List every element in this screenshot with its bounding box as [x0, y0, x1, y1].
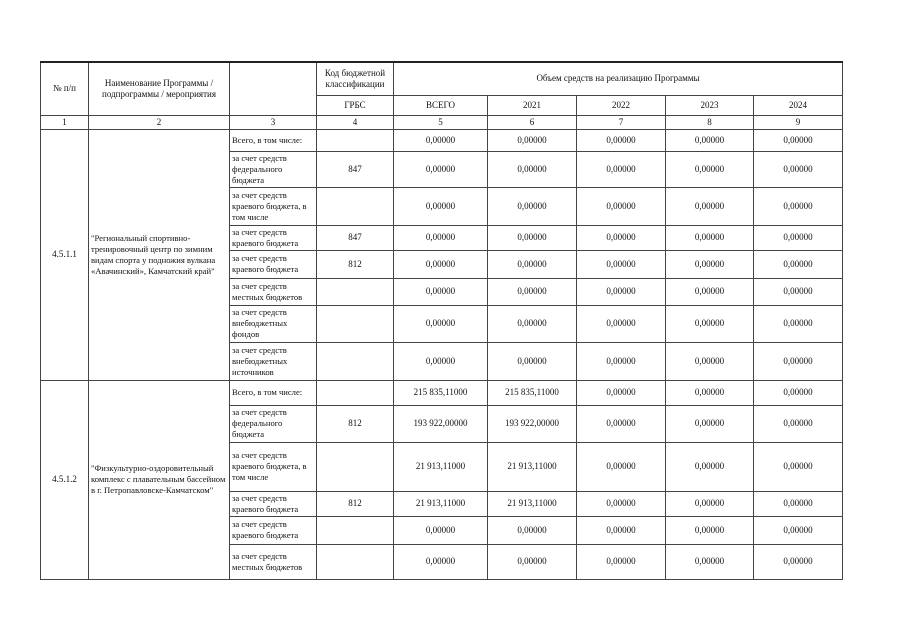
- funding-source: за счет средств краевого бюджета, в том числе: [230, 187, 317, 225]
- grbs-code: 847: [317, 151, 394, 187]
- header-row-1: [41, 62, 843, 95]
- table-body: [41, 62, 843, 579]
- value-total: 215 835,11000: [394, 380, 488, 405]
- value-year: 0,00000: [488, 225, 577, 250]
- value-year: 21 913,11000: [488, 491, 577, 516]
- value-year: 0,00000: [666, 250, 754, 278]
- index-cell: 4: [317, 115, 394, 129]
- value-total: 0,00000: [394, 225, 488, 250]
- index-cell: 6: [488, 115, 577, 129]
- value-year: 0,00000: [754, 187, 843, 225]
- header-year-2022: 2022: [577, 95, 666, 115]
- value-total: 21 913,11000: [394, 491, 488, 516]
- value-year: 0,00000: [666, 491, 754, 516]
- value-year: 0,00000: [577, 278, 666, 305]
- header-number: № п/п: [41, 62, 89, 115]
- funding-source: Всего, в том числе:: [230, 380, 317, 405]
- index-cell: 3: [230, 115, 317, 129]
- value-year: 0,00000: [666, 342, 754, 380]
- value-year: 0,00000: [488, 342, 577, 380]
- value-year: 0,00000: [666, 305, 754, 342]
- value-year: 0,00000: [666, 516, 754, 544]
- header-year-2021: 2021: [488, 95, 577, 115]
- value-year: 0,00000: [488, 305, 577, 342]
- value-year: 0,00000: [754, 151, 843, 187]
- grbs-code: [317, 129, 394, 151]
- value-year: 193 922,00000: [488, 405, 577, 442]
- value-year: 0,00000: [577, 491, 666, 516]
- value-year: 0,00000: [488, 187, 577, 225]
- value-year: 0,00000: [488, 278, 577, 305]
- index-cell: 7: [577, 115, 666, 129]
- value-total: 0,00000: [394, 129, 488, 151]
- header-total: ВСЕГО: [394, 95, 488, 115]
- index-cell: 9: [754, 115, 843, 129]
- funding-source: за счет средств местных бюджетов: [230, 278, 317, 305]
- value-year: 0,00000: [666, 151, 754, 187]
- funding-source: Всего, в том числе:: [230, 129, 317, 151]
- header-grbs: ГРБС: [317, 95, 394, 115]
- section-name: "Физкультурно-оздоровительный комплекс с плавательным бассейном в г. Петропавловске-Камчатском": [89, 380, 230, 579]
- section-number: 4.5.1.1: [41, 129, 89, 380]
- grbs-code: 812: [317, 250, 394, 278]
- value-year: 0,00000: [577, 405, 666, 442]
- value-year: 0,00000: [754, 250, 843, 278]
- value-year: 0,00000: [666, 187, 754, 225]
- budget-table: [40, 61, 843, 580]
- value-year: 0,00000: [754, 278, 843, 305]
- value-year: 0,00000: [666, 442, 754, 491]
- value-year: 0,00000: [754, 225, 843, 250]
- index-cell: 8: [666, 115, 754, 129]
- value-total: 0,00000: [394, 250, 488, 278]
- funding-source: за счет средств федерального бюджета: [230, 405, 317, 442]
- value-total: 0,00000: [394, 342, 488, 380]
- value-year: 0,00000: [488, 129, 577, 151]
- value-total: 0,00000: [394, 305, 488, 342]
- grbs-code: [317, 442, 394, 491]
- index-cell: 5: [394, 115, 488, 129]
- header-index-row: [41, 115, 843, 129]
- value-year: 21 913,11000: [488, 442, 577, 491]
- index-cell: 1: [41, 115, 89, 129]
- grbs-code: 847: [317, 225, 394, 250]
- value-year: 0,00000: [577, 305, 666, 342]
- value-year: 0,00000: [488, 250, 577, 278]
- funding-source: за счет средств краевого бюджета: [230, 225, 317, 250]
- value-year: 0,00000: [754, 405, 843, 442]
- value-year: 0,00000: [754, 544, 843, 579]
- value-year: 0,00000: [754, 305, 843, 342]
- value-year: 0,00000: [666, 405, 754, 442]
- value-total: 0,00000: [394, 516, 488, 544]
- value-year: 0,00000: [666, 544, 754, 579]
- header-year-2024: 2024: [754, 95, 843, 115]
- value-year: 0,00000: [754, 342, 843, 380]
- funding-source: за счет средств краевого бюджета, в том числе: [230, 442, 317, 491]
- section-name: "Региональный спортивно-тренировочный центр по зимним видам спорта у подножия вулкана «Авачинский», Камчатский край": [89, 129, 230, 380]
- funding-source: за счет средств внебюджетных фондов: [230, 305, 317, 342]
- header-year-2023: 2023: [666, 95, 754, 115]
- funding-source: за счет средств краевого бюджета: [230, 250, 317, 278]
- header-budget-code: Код бюджетной классификации: [317, 62, 394, 95]
- value-year: 0,00000: [488, 151, 577, 187]
- value-total: 0,00000: [394, 151, 488, 187]
- value-year: 0,00000: [666, 225, 754, 250]
- grbs-code: [317, 380, 394, 405]
- value-year: 0,00000: [577, 516, 666, 544]
- value-year: 0,00000: [577, 544, 666, 579]
- value-total: 0,00000: [394, 544, 488, 579]
- grbs-code: 812: [317, 491, 394, 516]
- value-total: 0,00000: [394, 278, 488, 305]
- value-year: 0,00000: [754, 516, 843, 544]
- table-row: [41, 380, 843, 405]
- header-source: [230, 62, 317, 115]
- value-year: 0,00000: [488, 544, 577, 579]
- value-year: 0,00000: [577, 380, 666, 405]
- value-year: 0,00000: [666, 129, 754, 151]
- value-year: 0,00000: [488, 516, 577, 544]
- value-year: 0,00000: [577, 225, 666, 250]
- value-year: 0,00000: [577, 129, 666, 151]
- value-year: 215 835,11000: [488, 380, 577, 405]
- grbs-code: [317, 516, 394, 544]
- header-volume: Объем средств на реализацию Программы: [394, 62, 843, 95]
- grbs-code: [317, 342, 394, 380]
- funding-source: за счет средств федерального бюджета: [230, 151, 317, 187]
- value-year: 0,00000: [577, 442, 666, 491]
- grbs-code: [317, 305, 394, 342]
- value-total: 0,00000: [394, 187, 488, 225]
- value-year: 0,00000: [577, 151, 666, 187]
- value-year: 0,00000: [754, 129, 843, 151]
- funding-source: за счет средств местных бюджетов: [230, 544, 317, 579]
- header-name: Наименование Программы / подпрограммы / мероприятия: [89, 62, 230, 115]
- index-cell: 2: [89, 115, 230, 129]
- grbs-code: [317, 544, 394, 579]
- value-year: 0,00000: [666, 278, 754, 305]
- value-year: 0,00000: [577, 187, 666, 225]
- funding-source: за счет средств краевого бюджета: [230, 491, 317, 516]
- grbs-code: [317, 187, 394, 225]
- value-year: 0,00000: [754, 442, 843, 491]
- table-row: [41, 129, 843, 151]
- value-year: 0,00000: [577, 250, 666, 278]
- funding-source: за счет средств внебюджетных источников: [230, 342, 317, 380]
- funding-source: за счет средств краевого бюджета: [230, 516, 317, 544]
- grbs-code: 812: [317, 405, 394, 442]
- value-year: 0,00000: [754, 380, 843, 405]
- value-year: 0,00000: [666, 380, 754, 405]
- grbs-code: [317, 278, 394, 305]
- value-year: 0,00000: [754, 491, 843, 516]
- value-year: 0,00000: [577, 342, 666, 380]
- value-total: 21 913,11000: [394, 442, 488, 491]
- section-number: 4.5.1.2: [41, 380, 89, 579]
- value-total: 193 922,00000: [394, 405, 488, 442]
